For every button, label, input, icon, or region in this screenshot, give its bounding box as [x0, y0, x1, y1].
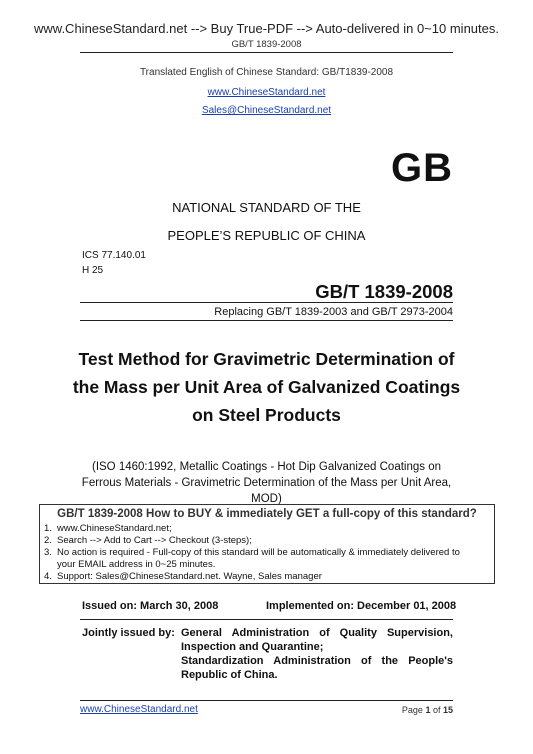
- title-line-1: Test Method for Gravimetric Determination of: [78, 349, 455, 369]
- email-link[interactable]: Sales@ChineseStandard.net: [201, 105, 332, 116]
- h-code: H 25: [82, 265, 104, 276]
- buy-step: 3. No action is required - Full-copy of this standard will be automatically & immediately delivered to: [44, 547, 460, 558]
- footer-site-link[interactable]: www.ChineseStandard.net: [80, 704, 198, 715]
- replacing-rule: [80, 320, 453, 321]
- iso-line-2: Ferrous Materials - Gravimetric Determination of the Mass per Unit Area,: [81, 477, 452, 489]
- buy-step-continuation: your EMAIL address in 0~25 minutes.: [57, 559, 216, 570]
- issuer-line-2: Inspection and Quarantine;: [181, 641, 324, 653]
- ics-code: ICS 77.140.01: [82, 250, 146, 261]
- issued-date: Issued on: March 30, 2008: [82, 600, 219, 612]
- buy-step: 2. Search --> Add to Cart --> Checkout (3-steps);: [44, 535, 252, 546]
- buy-info-box: [39, 504, 495, 584]
- issuer-line-4: Republic of China.: [181, 669, 278, 681]
- standard-rule: [80, 302, 453, 303]
- jointly-issued-label: Jointly issued by:: [82, 627, 175, 639]
- iso-reference: [0, 459, 533, 507]
- buy-step: 4. Support: Sales@ChineseStandard.net. Wayne, Sales manager: [44, 571, 322, 582]
- standard-number: GB/T 1839-2008: [315, 281, 453, 302]
- dates-rule: [80, 619, 453, 620]
- website-link[interactable]: www.ChineseStandard.net: [207, 87, 326, 98]
- translated-line: Translated English of Chinese Standard: GB/T1839-2008: [139, 67, 394, 78]
- replacing-note: Replacing GB/T 1839-2003 and GB/T 2973-2004: [214, 306, 453, 318]
- implemented-date: Implemented on: December 01, 2008: [266, 600, 457, 612]
- national-standard-line2: PEOPLE’S REPUBLIC OF CHINA: [167, 228, 366, 243]
- national-standard-line1: NATIONAL STANDARD OF THE: [172, 200, 361, 215]
- header-doc-code: GB/T 1839-2008: [231, 39, 302, 50]
- iso-line-3: MOD): [251, 493, 282, 505]
- title-line-2: the Mass per Unit Area of Galvanized Coatings: [72, 377, 461, 397]
- gb-mark: GB: [391, 146, 453, 190]
- title-line-3: on Steel Products: [192, 405, 341, 425]
- issuer-line-3: Standardization Administration of the People's: [181, 655, 453, 667]
- issuer-line-1: General Administration of Quality Supervision,: [181, 627, 453, 639]
- page-indicator: Page 1 of 15: [401, 705, 453, 715]
- header-rule: [80, 52, 453, 53]
- buy-step: 1. www.ChineseStandard.net;: [44, 523, 172, 534]
- header-promo-line: www.ChineseStandard.net --> Buy True-PDF --> Auto-delivered in 0~10 minutes.: [34, 21, 499, 36]
- footer-rule: [80, 700, 453, 701]
- iso-line-1: (ISO 1460:1992, Metallic Coatings - Hot Dip Galvanized Coatings on: [91, 461, 441, 473]
- buy-box-title: GB/T 1839-2008 How to BUY & immediately GET a full-copy of this standard?: [57, 508, 477, 520]
